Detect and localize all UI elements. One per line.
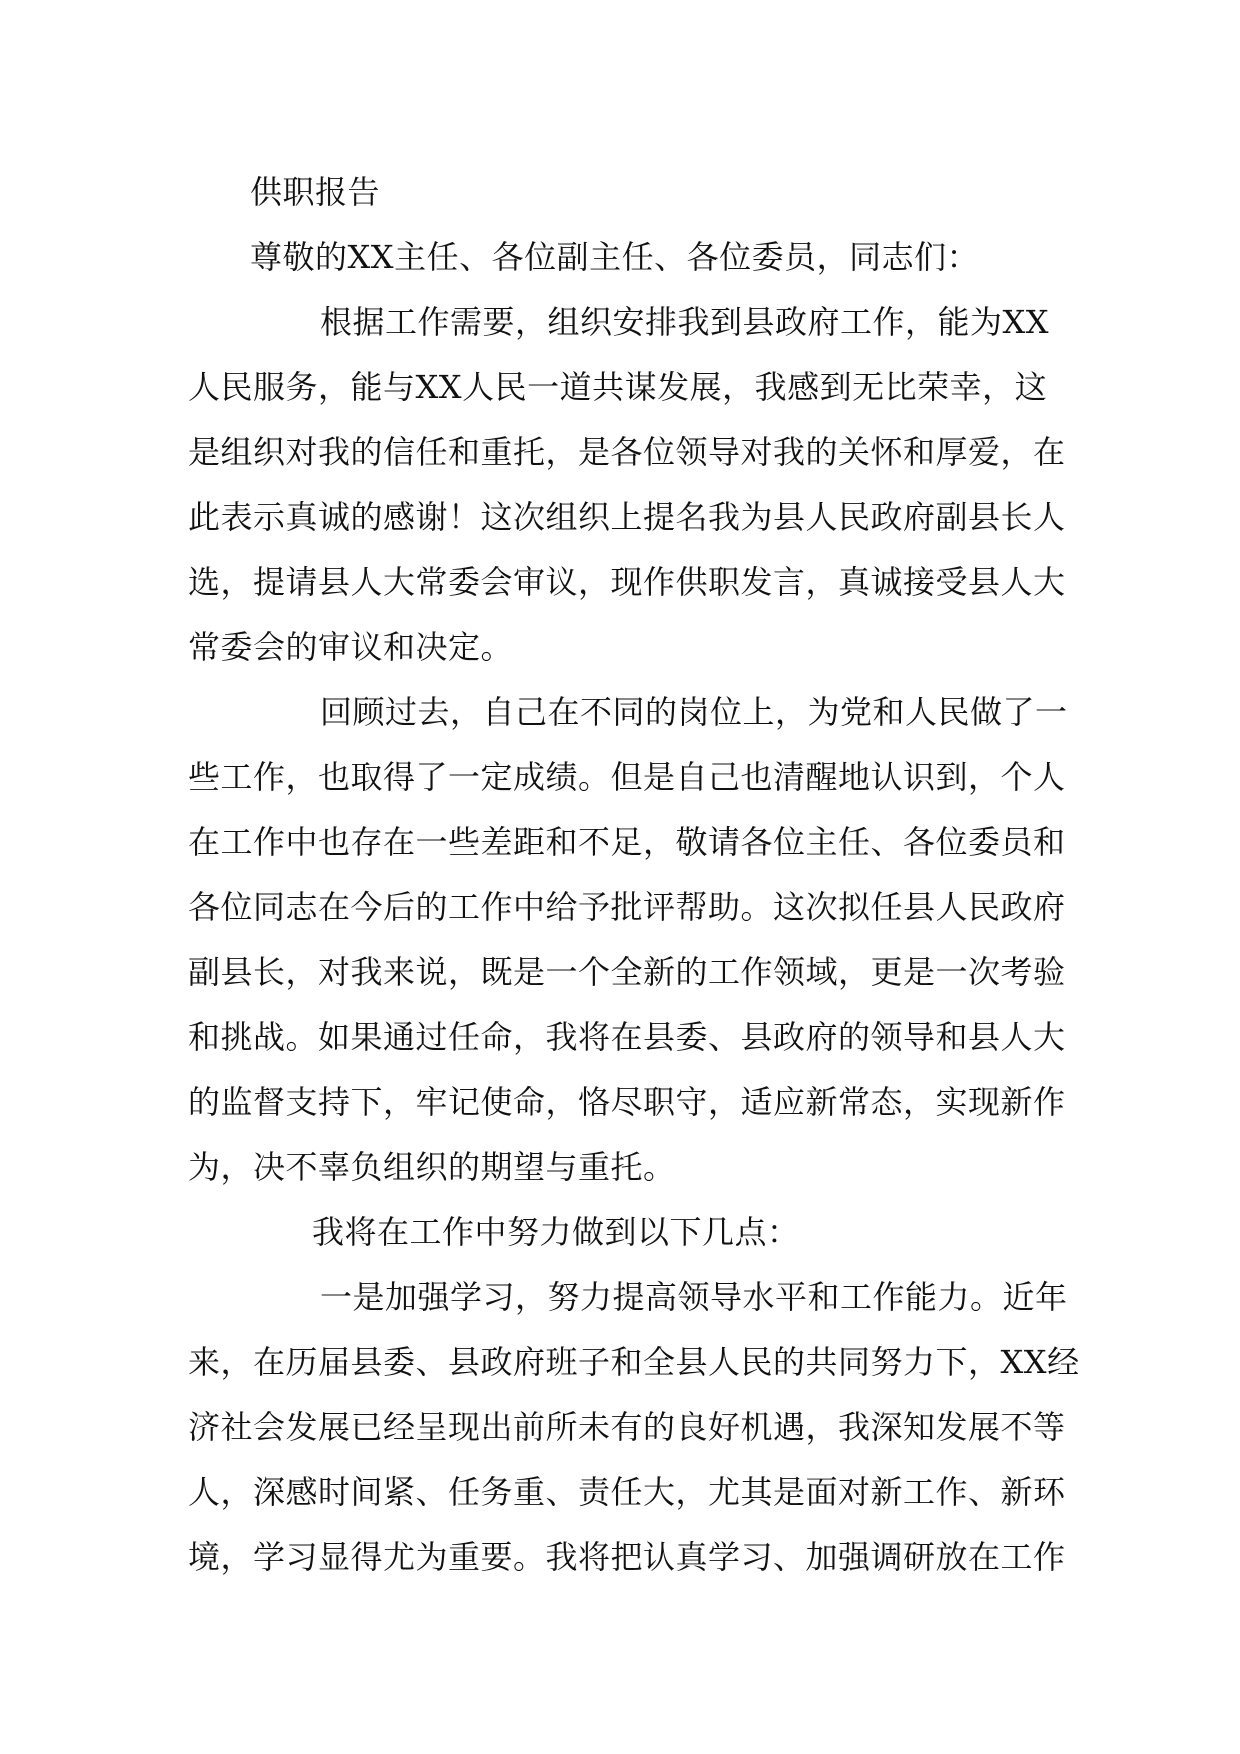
paragraph-1-line: 人民服务，能与XX人民一道共谋发展，我感到无比荣幸，这	[188, 368, 1048, 406]
document-body	[188, 160, 1080, 1590]
paragraph-3-line: 我将在工作中努力做到以下几点：	[312, 1213, 800, 1251]
paragraph-1-line: 根据工作需要，组织安排我到县政府工作，能为XX	[320, 303, 1050, 341]
paragraph-2-line: 和挑战。如果通过任命，我将在县委、县政府的领导和县人大	[188, 1018, 1066, 1056]
paragraph-2-line: 些工作，也取得了一定成绩。但是自己也清醒地认识到，个人	[188, 758, 1066, 796]
paragraph-4-line: 济社会发展已经呈现出前所未有的良好机遇，我深知发展不等	[188, 1408, 1066, 1446]
paragraph-4-line: 境，学习显得尤为重要。我将把认真学习、加强调研放在工作	[188, 1538, 1066, 1576]
paragraph-4-line: 一是加强学习，努力提高领导水平和工作能力。近年	[320, 1278, 1068, 1316]
paragraph-1-line: 此表示真诚的感谢！这次组织上提名我为县人民政府副县长人	[188, 498, 1066, 536]
paragraph-4-line: 来，在历届县委、县政府班子和全县人民的共同努力下，XX经	[188, 1343, 1080, 1381]
document-title: 供职报告	[250, 173, 381, 211]
paragraph-2-line: 的监督支持下，牢记使命，恪尽职守，适应新常态，实现新作	[188, 1083, 1066, 1121]
salutation: 尊敬的XX主任、各位副主任、各位委员，同志们：	[250, 238, 980, 276]
paragraph-4-line: 人，深感时间紧、任务重、责任大，尤其是面对新工作、新环	[188, 1473, 1066, 1511]
paragraph-2-line: 在工作中也存在一些差距和不足，敬请各位主任、各位委员和	[188, 823, 1066, 861]
paragraph-1-line: 是组织对我的信任和重托，是各位领导对我的关怀和厚爱，在	[188, 433, 1066, 471]
paragraph-1-line: 常委会的审议和决定。	[188, 628, 514, 666]
paragraph-2-line: 回顾过去，自己在不同的岗位上，为党和人民做了一	[320, 693, 1068, 731]
paragraph-2-line: 为，决不辜负组织的期望与重托。	[188, 1148, 676, 1186]
paragraph-1-line: 选，提请县人大常委会审议，现作供职发言，真诚接受县人大	[188, 563, 1066, 601]
paragraph-2-line: 各位同志在今后的工作中给予批评帮助。这次拟任县人民政府	[188, 888, 1066, 926]
paragraph-2-line: 副县长，对我来说，既是一个全新的工作领域，更是一次考验	[188, 953, 1066, 991]
